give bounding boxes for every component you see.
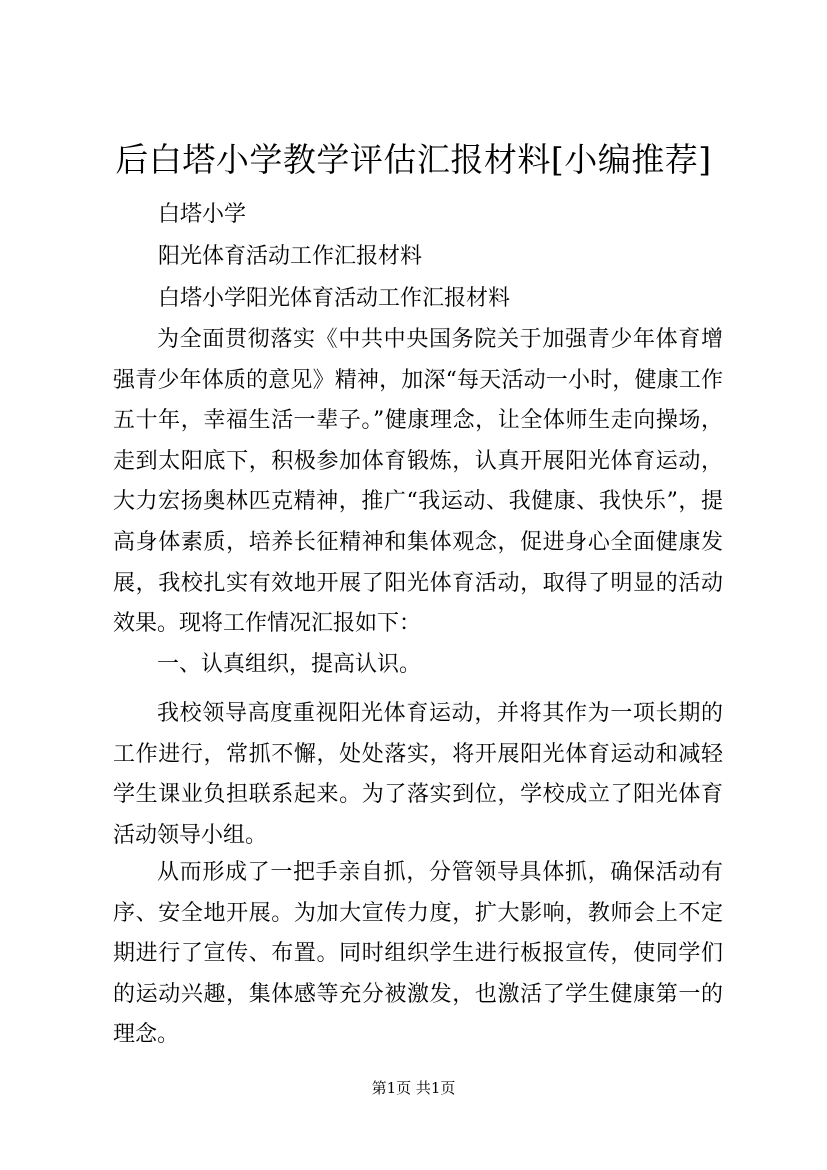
paragraph-intro: 为全面贯彻落实《中共中央国务院关于加强青少年体育增强青少年体质的意见》精神，加深“每天活动一小时，健康工作五十年，幸福生活一辈子。”健康理念，让全体师生走向操场，走到太阳底下，积极参加体育锻炼，认真开展阳光体育运动，大力宏扬奥林匹克精神，推广“我运动、我健康、我快乐”，提高身体素质，培养长征精神和集体观念，促进身心全面健康发展，我校扎实有效地开展了阳光体育活动，取得了明显的活动效果。现将工作情况汇报如下：: [113, 327, 723, 637]
heading-line-full-title: 白塔小学阳光体育活动工作汇报材料: [158, 286, 511, 311]
paragraph-publicity: 从而形成了一把手亲自抓，分管领导具体抓，确保活动有序、安全地开展。为加大宣传力度，扩大影响，教师会上不定期进行了宣传、布置。同时组织学生进行板报宣传，使同学们的运动兴趣，集体感等充分被激发，也激活了学生健康第一的理念。: [113, 860, 723, 1048]
paragraph-leadership: 我校领导高度重视阳光体育运动，并将其作为一项长期的工作进行，常抓不懈，处处落实，将开展阳光体育运动和减轻学生课业负担联系起来。为了落实到位，学校成立了阳光体育活动领导小组。: [113, 701, 723, 848]
section-heading-1: 一、认真组织，提高认识。: [157, 652, 422, 677]
document-title: 后白塔小学教学评估汇报材料[小编推荐]: [115, 140, 712, 179]
heading-line-report: 阳光体育活动工作汇报材料: [158, 244, 423, 269]
page-footer: 第1页 共1页: [371, 1079, 456, 1097]
heading-line-school: 白塔小学: [158, 202, 247, 227]
